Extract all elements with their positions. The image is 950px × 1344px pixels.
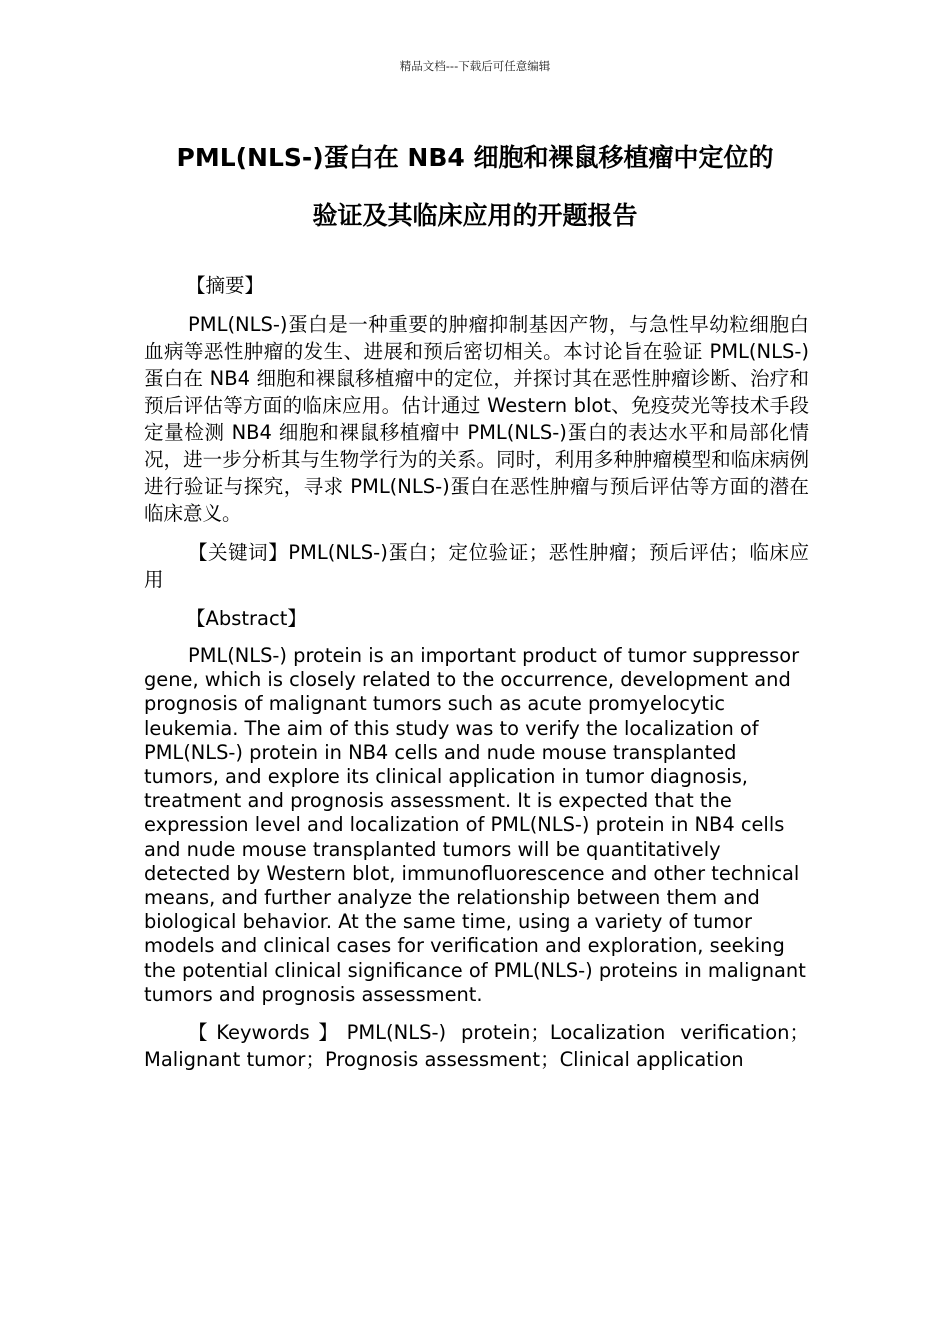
keywords-cn-label: 【关键词】 [188, 541, 289, 564]
keywords-en [144, 1019, 809, 1073]
abstract-en-body: PML(NLS-) protein is an important product of tumor suppressor gene, which is closely related to the occurrence, development and prognosis of malignant tumors such as acute promyelocytic leukemia. The aim of this study was to verify the localization of PML(NLS-) protein in NB4 cells and nude mouse transplanted tumors, and explore its clinical application in tumor diagnosis, treatment and prognosis assessment. It is expected that the expression level and localization of PML(NLS-) protein in NB4 cells and nude mouse transplanted tumors will be quantitatively detected by Western blot, immunofluorescence and other technical means, and further analyze the relationship between them and biological behavior. At the same time, using a variety of tumor models and clinical cases for verification and exploration, seeking the potential clinical significance of PML(NLS-) proteins in malignant tumors and prognosis assessment. [144, 644, 806, 1006]
abstract-cn-body: PML(NLS-)蛋白是一种重要的肿瘤抑制基因产物，与急性早幼粒细胞白血病等恶性肿瘤的发生、进展和预后密切相关。本讨论旨在验证 PML(NLS-)蛋白在 NB4 细胞和裸鼠移植瘤中的定位，并探讨其在恶性肿瘤诊断、治疗和预后评估等方面的临床应用。估计通过 Western blot、免疫荧光等技术手段定量检测 NB4 细胞和裸鼠移植瘤中 PML(NLS-)蛋白的表达水平和局部化情况，进一步分析其与生物学行为的关系。同时，利用多种肿瘤模型和临床病例进行验证与探究，寻求 PML(NLS-)蛋白在恶性肿瘤与预后评估等方面的潜在临床意义。 [144, 313, 809, 525]
abstract-cn-heading: 【摘要】 [186, 274, 265, 297]
document-body [144, 272, 809, 1085]
document-title-line-1: PML(NLS-)蛋白在 NB4 细胞和裸鼠移植瘤中定位的 [176, 143, 774, 172]
document-title-line-2: 验证及其临床应用的开题报告 [312, 201, 638, 230]
keywords-en-text: PML(NLS-) protein；Localization verification；Malignant tumor；Prognosis assessment；Clinical application [144, 1021, 810, 1072]
keywords-cn-text: PML(NLS-)蛋白；定位验证；恶性肿瘤；预后评估；临床应用 [144, 541, 809, 591]
page-header-note: 精品文档---下载后可任意编辑 [399, 59, 551, 73]
keywords-en-label: 【Keywords】 [188, 1021, 347, 1045]
abstract-en-heading: 【Abstract】 [186, 607, 307, 630]
keywords-cn [144, 539, 809, 593]
